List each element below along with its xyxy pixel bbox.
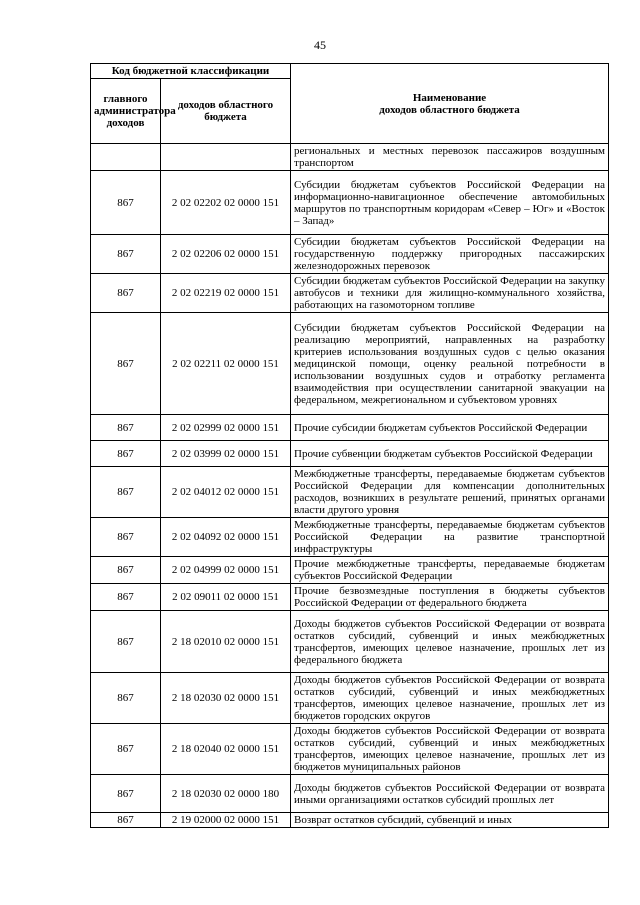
cell-admin-code: 867 [91,467,161,518]
table-row [91,557,609,584]
cell-admin-code: 867 [91,775,161,813]
table-row [91,611,609,673]
cell-revenue-name: Прочие субвенции бюджетам субъектов Российской Федерации [291,441,609,467]
page-number: 45 [314,38,326,52]
cell-revenue-name: региональных и местных перевозок пассажиров воздушным транспортом [291,144,609,171]
table-row [91,171,609,235]
cell-revenue-code: 2 02 09011 02 0000 151 [161,584,291,611]
cell-admin-code: 867 [91,557,161,584]
cell-revenue-name: Субсидии бюджетам субъектов Российской Федерации на государственную поддержку пригородных пассажирских железнодорожных перевозок [291,235,609,274]
header-revenue-name: Наименование доходов областного бюджета [291,64,609,144]
cell-admin-code: 867 [91,415,161,441]
header-revenue-code: доходов областного бюджета [161,79,291,144]
budget-revenue-table [90,63,609,828]
table-row [91,144,609,171]
cell-revenue-code: 2 18 02010 02 0000 151 [161,611,291,673]
table-row [91,313,609,415]
cell-admin-code: 867 [91,673,161,724]
cell-admin-code: 867 [91,611,161,673]
cell-admin-code: 867 [91,171,161,235]
cell-admin-code: 867 [91,724,161,775]
cell-revenue-name: Субсидии бюджетам субъектов Российской Федерации на реализацию мероприятий, направленных на разработку критериев использования воздушных судов с целью оказания медицинской помощи, оценку реальной потребности в использовании воздушных судов и отработку регламента взаимодействия при осуществлении санитарной эвакуации на федеральном, межрегиональном и субъектовом уровнях [291,313,609,415]
cell-revenue-name: Доходы бюджетов субъектов Российской Федерации от возврата остатков субсидий, субвенций и иных межбюджетных трансфертов, имеющих целевое назначение, прошлых лет из бюджетов городских округов [291,673,609,724]
cell-admin-code: 867 [91,584,161,611]
table-row [91,584,609,611]
table-row [91,467,609,518]
cell-admin-code: 867 [91,235,161,274]
cell-revenue-code: 2 02 02999 02 0000 151 [161,415,291,441]
table-row [91,775,609,813]
header-admin: главного администратора доходов [91,79,161,144]
cell-admin-code: 867 [91,518,161,557]
cell-revenue-code: 2 19 02000 02 0000 151 [161,813,291,828]
cell-revenue-code: 2 18 02030 02 0000 151 [161,673,291,724]
cell-admin-code [91,144,161,171]
cell-revenue-name: Доходы бюджетов субъектов Российской Федерации от возврата остатков субсидий, субвенций и иных межбюджетных трансфертов, имеющих целевое назначение, прошлых лет из бюджетов муниципальных районов [291,724,609,775]
cell-admin-code: 867 [91,813,161,828]
cell-admin-code: 867 [91,313,161,415]
cell-revenue-code [161,144,291,171]
cell-revenue-code: 2 02 04012 02 0000 151 [161,467,291,518]
cell-revenue-name: Субсидии бюджетам субъектов Российской Федерации на информационно-навигационное обеспечение автомобильных маршрутов по транспортным коридорам «Север – Юг» и «Восток – Запад» [291,171,609,235]
cell-revenue-code: 2 02 02211 02 0000 151 [161,313,291,415]
table-row [91,415,609,441]
cell-revenue-name: Прочие межбюджетные трансферты, передаваемые бюджетам субъектов Российской Федерации [291,557,609,584]
cell-revenue-name: Возврат остатков субсидий, субвенций и иных [291,813,609,828]
cell-revenue-name: Доходы бюджетов субъектов Российской Федерации от возврата остатков субсидий, субвенций и иных межбюджетных трансфертов, имеющих целевое назначение, прошлых лет из федерального бюджета [291,611,609,673]
table-row [91,813,609,828]
table-row [91,724,609,775]
table-row [91,274,609,313]
cell-revenue-name: Прочие безвозмездные поступления в бюджеты субъектов Российской Федерации от федерального бюджета [291,584,609,611]
cell-admin-code: 867 [91,441,161,467]
cell-admin-code: 867 [91,274,161,313]
cell-revenue-name: Субсидии бюджетам субъектов Российской Федерации на закупку автобусов и техники для жилищно-коммунального хозяйства, работающих на газомоторном топливе [291,274,609,313]
table-row [91,518,609,557]
cell-revenue-code: 2 02 02219 02 0000 151 [161,274,291,313]
table-row [91,235,609,274]
cell-revenue-code: 2 02 04092 02 0000 151 [161,518,291,557]
table-row [91,441,609,467]
cell-revenue-code: 2 18 02030 02 0000 180 [161,775,291,813]
cell-revenue-name: Доходы бюджетов субъектов Российской Федерации от возврата иными организациями остатков субсидий прошлых лет [291,775,609,813]
cell-revenue-name: Межбюджетные трансферты, передаваемые бюджетам субъектов Российской Федерации для компенсации дополнительных расходов, возникших в результате решений, принятых органами власти другого уровня [291,467,609,518]
cell-revenue-code: 2 02 04999 02 0000 151 [161,557,291,584]
cell-revenue-name: Межбюджетные трансферты, передаваемые бюджетам субъектов Российской Федерации на развитие транспортной инфраструктуры [291,518,609,557]
header-classification-code: Код бюджетной классификации [91,64,291,79]
cell-revenue-code: 2 18 02040 02 0000 151 [161,724,291,775]
table-row [91,673,609,724]
cell-revenue-code: 2 02 02202 02 0000 151 [161,171,291,235]
cell-revenue-code: 2 02 03999 02 0000 151 [161,441,291,467]
cell-revenue-name: Прочие субсидии бюджетам субъектов Российской Федерации [291,415,609,441]
cell-revenue-code: 2 02 02206 02 0000 151 [161,235,291,274]
